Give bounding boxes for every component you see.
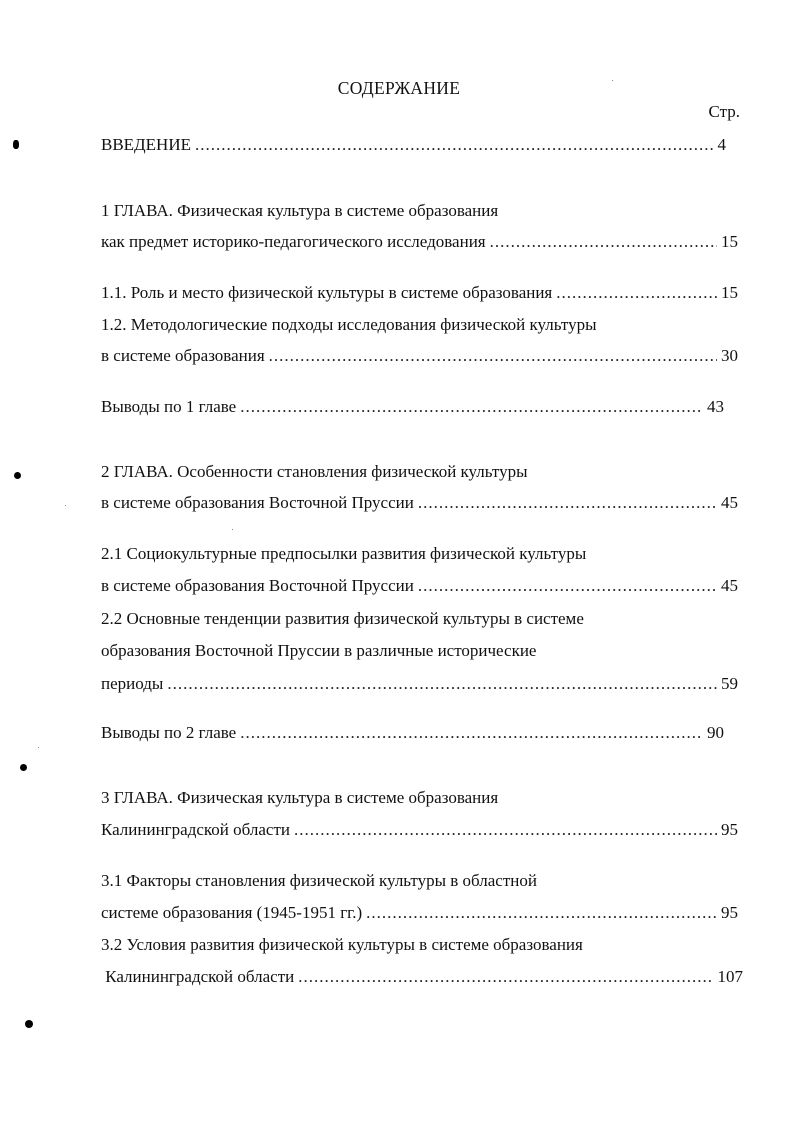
page-title: СОДЕРЖАНИЕ [337,78,461,98]
toc-entry-page: 90 [707,723,724,742]
toc-entry-text: в системе образования Восточной Пруссии [101,576,414,595]
toc-entry-page: 95 [721,903,738,922]
toc-conclusions-2 [101,722,738,744]
toc-section-3-2 [101,966,743,988]
scan-speck [612,80,613,81]
toc-entry-text: периоды [101,674,164,693]
dot-leader [490,231,717,253]
toc-section-2-2-title-cont: образования Восточной Пруссии в различные исторические [101,641,537,660]
page-column-label: Стр. [708,102,740,121]
scan-speck [232,529,233,530]
dot-leader [366,902,717,924]
toc-section-1-1 [101,282,738,304]
toc-entry-page: 95 [721,820,738,839]
toc-entry-text: 1.1. Роль и место физической культуры в системе образования [101,283,553,302]
toc-entry-page: 4 [717,135,726,154]
toc-section-2-2-title: 2.2 Основные тенденции развития физической культуры в системе [101,609,584,628]
toc-conclusions-1 [101,396,738,418]
scan-speck [38,747,39,748]
toc-entry-introduction [101,134,738,156]
toc-entry-page: 30 [721,346,738,365]
scan-speck [65,505,66,506]
toc-chapter-3-title: 3 ГЛАВА. Физическая культура в системе образования [101,788,499,807]
toc-chapter-2 [101,492,738,514]
toc-chapter-1-title: 1 ГЛАВА. Физическая культура в системе образования [101,201,499,220]
dot-leader [240,396,703,418]
toc-section-2-1-title: 2.1 Социокультурные предпосылки развития физической культуры [101,544,587,563]
punch-hole-mark [20,764,27,771]
toc-entry-page: 15 [721,232,738,251]
toc-entry-text: как предмет историко-педагогического исследования [101,232,486,251]
toc-entry-text: Выводы по 1 главе [101,397,237,416]
dot-leader [298,966,713,988]
toc-section-2-2 [101,673,738,695]
dot-leader [556,282,717,304]
toc-entry-text: Калининградской области [101,820,290,839]
dot-leader [195,134,714,156]
dot-leader [418,492,717,514]
toc-chapter-1 [101,231,738,253]
toc-entry-page: 45 [721,576,738,595]
toc-entry-page: 107 [717,967,743,986]
toc-entry-text: Калининградской области [101,967,295,986]
punch-hole-mark [14,472,21,479]
toc-chapter-3 [101,819,738,841]
toc-section-1-2-title: 1.2. Методологические подходы исследования физической культуры [101,315,597,334]
toc-entry-text: Выводы по 2 главе [101,723,237,742]
dot-leader [240,722,703,744]
punch-hole-mark [13,140,19,149]
toc-section-2-1 [101,575,738,597]
toc-entry-page: 59 [721,674,738,693]
toc-section-1-2 [101,345,738,367]
toc-section-3-1 [101,902,738,924]
dot-leader [167,673,717,695]
dot-leader [418,575,717,597]
dot-leader [294,819,717,841]
toc-chapter-2-title: 2 ГЛАВА. Особенности становления физической культуры [101,462,528,481]
toc-entry-text: системе образования (1945-1951 гг.) [101,903,363,922]
toc-entry-text: в системе образования [101,346,265,365]
toc-entry-page: 15 [721,283,738,302]
dot-leader [269,345,717,367]
toc-section-3-2-title: 3.2 Условия развития физической культуры в системе образования [101,935,583,954]
toc-entry-page: 45 [721,493,738,512]
toc-entry-page: 43 [707,397,724,416]
punch-hole-mark [25,1020,33,1028]
toc-section-3-1-title: 3.1 Факторы становления физической культуры в областной [101,871,537,890]
toc-entry-text: ВВЕДЕНИЕ [101,135,191,154]
toc-entry-text: в системе образования Восточной Пруссии [101,493,414,512]
